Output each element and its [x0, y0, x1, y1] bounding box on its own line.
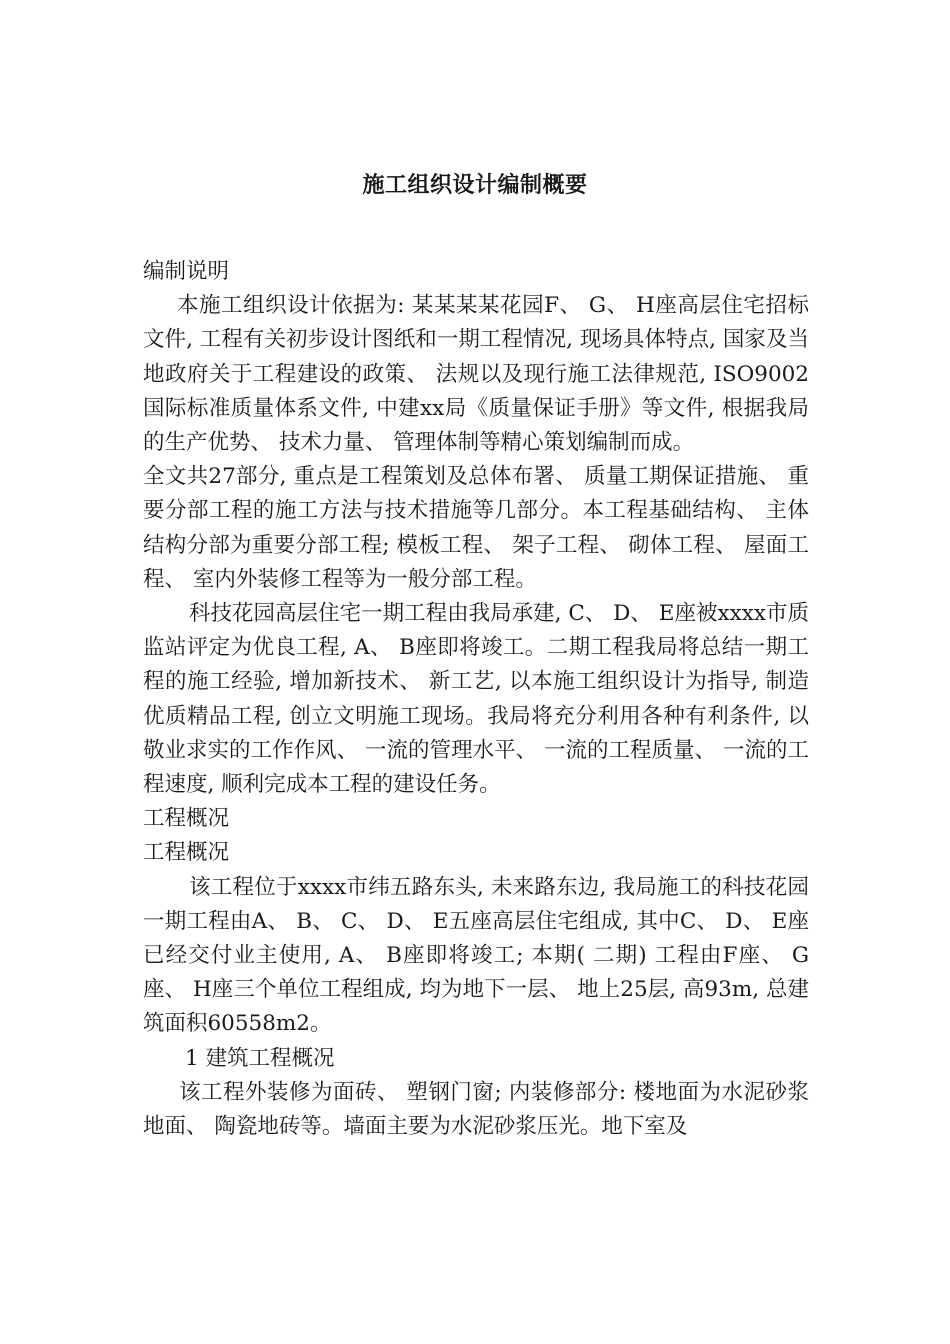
subsection-heading-project-overview: 工程概况 — [143, 840, 230, 866]
paragraph-location: 该工程位于xxxx市纬五路东头, 未来路东边, 我局施工的科技花园一期工程由A、 B、 C、 D、 E五座高层住宅组成, 其中C、 D、 E座已经交付业主使用, A、 B座即将竣工; 本期( 二期) 工程由F座、 G座、 H座三个单位工程组成, 均为地下一层、 地上25层, 高93m, 总建筑面积60558m2。 — [143, 874, 809, 1037]
subsection-heading-building-overview: 1 建筑工程概况 — [185, 1045, 335, 1071]
document-body — [143, 255, 809, 1144]
paragraph-decoration: 该工程外装修为面砖、 塑钢门窗; 内装修部分: 楼地面为水泥砂浆地面、 陶瓷地砖等。墙面主要为水泥砂浆压光。地下室及 — [143, 1079, 809, 1140]
paragraph-phase-one: 科技花园高层住宅一期工程由我局承建, C、 D、 E座被xxxx市质监站评定为优良工程, A、 B座即将竣工。二期工程我局将总结一期工程的施工经验, 增加新技术、 新工艺, 以本施工组织设计为指导, 制造优质精品工程, 创立文明施工现场。我局将充分利用各种有利条件, 以敬业求实的工作作风、 一流的管理水平、 一流的工程质量、 一流的工程速度, 顺利完成本工程的建设任务。 — [143, 601, 809, 798]
paragraph-basis: 本施工组织设计依据为: 某某某某花园F、 G、 H座高层住宅招标文件, 工程有关初步设计图纸和一期工程情况, 现场具体特点, 国家及当地政府关于工程建设的政策、 法规以及现行施工法律规范, ISO9002国际标准质量体系文件, 中建xx局《质量保证手册》等文件, 根据我局的生产优势、 技术力量、 管理体制等精心策划编制而成。 — [143, 293, 809, 456]
section-heading-project-overview: 工程概况 — [143, 806, 230, 832]
paragraph-structure-summary: 全文共27部分, 重点是工程策划及总体布署、 质量工期保证措施、 重要分部工程的施工方法与技术措施等几部分。本工程基础结构、 主体结构分部为重要分部工程; 模板工程、 架子工程、 砌体工程、 屋面工程、 室内外装修工程等为一般分部工程。 — [143, 464, 809, 592]
section-heading-preparation-notes: 编制说明 — [143, 259, 230, 284]
document-title: 施工组织设计编制概要 — [362, 173, 588, 198]
